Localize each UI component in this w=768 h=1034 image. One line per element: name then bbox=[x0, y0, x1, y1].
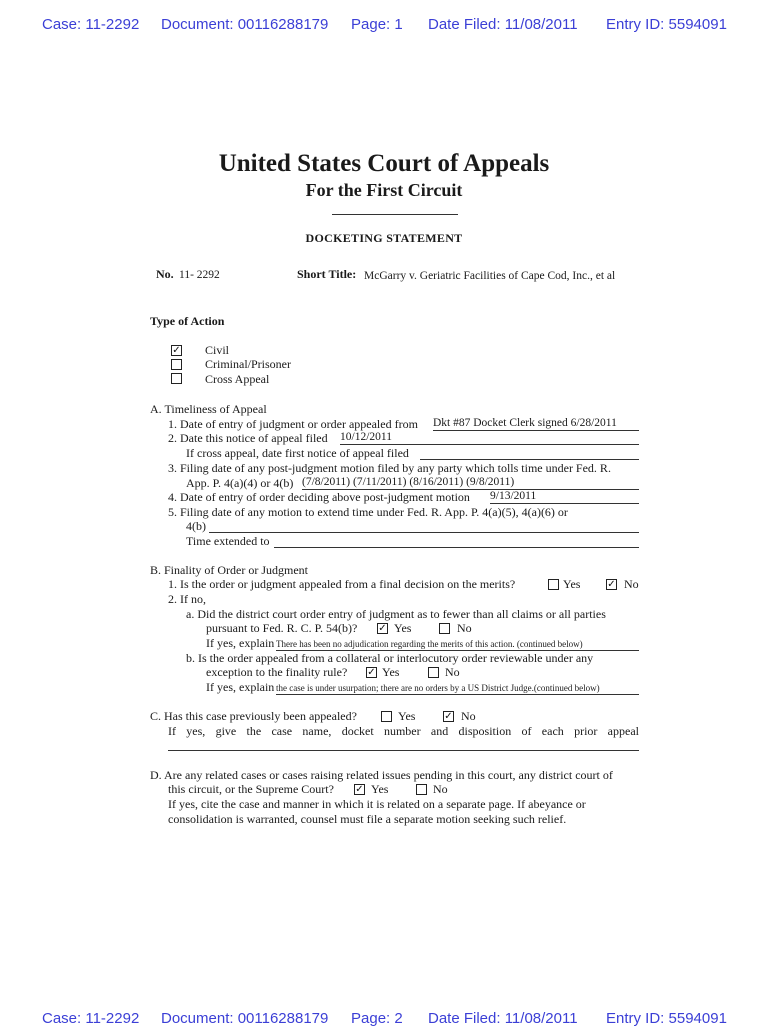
a2-cross-appeal-text: If cross appeal, date first notice of appeal filed bbox=[186, 446, 409, 460]
a5-value-line[interactable] bbox=[209, 532, 639, 533]
b1-no-checkbox[interactable]: ✓ bbox=[607, 579, 616, 590]
b2b-yes-checkbox[interactable]: ✓ bbox=[367, 667, 376, 678]
a2-value[interactable]: 10/12/2011 bbox=[340, 431, 639, 445]
a5-text-line1: 5. Filing date of any motion to extend time under Fed. R. App. P. 4(a)(5), 4(a)(6) or bbox=[168, 505, 568, 519]
title-divider bbox=[332, 214, 458, 215]
section-b-heading: B. Finality of Order or Judgment bbox=[150, 563, 308, 577]
header-page: Page: 1 bbox=[351, 16, 403, 33]
civil-checkbox[interactable]: ✓ bbox=[172, 345, 181, 356]
civil-label: Civil bbox=[205, 343, 230, 357]
section-d-line3: If yes, cite the case and manner in which it is related on a separate page. If abeyance or bbox=[168, 797, 586, 811]
section-d-line4: consolidation is warranted, counsel must file a separate motion seeking such relief. bbox=[168, 812, 567, 826]
b1-yes-checkbox[interactable] bbox=[548, 579, 559, 590]
header-document: Document: 00116288179 bbox=[161, 16, 329, 33]
case-number-value: 11- 2292 bbox=[179, 269, 220, 281]
criminal-prisoner-checkbox[interactable] bbox=[171, 359, 182, 370]
c-yes-checkbox[interactable] bbox=[381, 711, 392, 722]
form-heading: DOCKETING STATEMENT bbox=[305, 231, 463, 245]
header-entry-id: Entry ID: 5594091 bbox=[606, 16, 727, 33]
b2a-explain-value[interactable]: There has been no adjudication regarding the merits of this action. (continued below) bbox=[276, 638, 639, 651]
b1-text: 1. Is the order or judgment appealed from a final decision on the merits? bbox=[168, 577, 516, 591]
d-no-label: No bbox=[433, 782, 448, 796]
header-page: Page: 2 bbox=[351, 1010, 403, 1027]
short-title-label: Short Title: bbox=[297, 267, 357, 281]
section-c-text: C. Has this case previously been appealed? bbox=[150, 709, 357, 723]
case-number-label: No. bbox=[156, 267, 174, 281]
form-subtitle: For the First Circuit bbox=[305, 180, 463, 200]
header-case: Case: 11-2292 bbox=[42, 1010, 140, 1027]
b2b-line2: exception to the finality rule? bbox=[206, 665, 348, 679]
b2b-no-label: No bbox=[445, 665, 460, 679]
d-yes-label: Yes bbox=[371, 782, 389, 796]
cross-appeal-label: Cross Appeal bbox=[205, 372, 270, 386]
b2b-no-checkbox[interactable] bbox=[428, 667, 439, 678]
a3-text-line1: 3. Filing date of any post-judgment motion filed by any party which tolls time under Fed. R. bbox=[168, 461, 611, 475]
header-case: Case: 11-2292 bbox=[42, 16, 140, 33]
header-date-filed: Date Filed: 11/08/2011 bbox=[428, 1010, 578, 1027]
c-no-checkbox[interactable]: ✓ bbox=[444, 711, 453, 722]
c-yes-label: Yes bbox=[398, 709, 416, 723]
short-title-value: McGarry v. Geriatric Facilities of Cape Cod, Inc., et al bbox=[364, 270, 616, 282]
a1-text: 1. Date of entry of judgment or order appealed from bbox=[168, 417, 418, 431]
a1-value[interactable]: Dkt #87 Docket Clerk signed 6/28/2011 bbox=[433, 417, 639, 431]
section-d-line1: D. Are any related cases or cases raising related issues pending in this court, any district court of bbox=[150, 768, 613, 782]
a5-time-extended-line[interactable] bbox=[274, 547, 639, 548]
b2a-yes-label: Yes bbox=[394, 621, 412, 635]
type-of-action-heading: Type of Action bbox=[150, 314, 225, 328]
b2a-line1: a. Did the district court order entry of judgment as to fewer than all claims or all parties bbox=[186, 607, 606, 621]
b2-text: 2. If no, bbox=[168, 592, 206, 606]
page-header-bottom bbox=[0, 1010, 768, 1034]
cross-appeal-checkbox[interactable] bbox=[171, 373, 182, 384]
c-sub-text: If yes, give the case name, docket number and disposition of each prior appeal bbox=[168, 724, 639, 738]
page-header-top bbox=[0, 16, 768, 40]
b1-no-label: No bbox=[624, 577, 639, 591]
b2a-explain-label: If yes, explain bbox=[206, 636, 275, 650]
b2a-line2: pursuant to Fed. R. C. P. 54(b)? bbox=[206, 621, 358, 635]
b2b-line1: b. Is the order appealed from a collateral or interlocutory order reviewable under any bbox=[186, 651, 594, 665]
section-d-line2: this circuit, or the Supreme Court? bbox=[168, 782, 334, 796]
header-document: Document: 00116288179 bbox=[161, 1010, 329, 1027]
criminal-prisoner-label: Criminal/Prisoner bbox=[205, 357, 291, 371]
header-date-filed: Date Filed: 11/08/2011 bbox=[428, 16, 578, 33]
a5-text-line2: 4(b) bbox=[186, 519, 206, 533]
a5-time-extended-label: Time extended to bbox=[186, 534, 270, 548]
section-a-heading: A. Timeliness of Appeal bbox=[150, 402, 267, 416]
a2-text: 2. Date this notice of appeal filed bbox=[168, 431, 328, 445]
a3-value[interactable]: (7/8/2011) (7/11/2011) (8/16/2011) (9/8/2011) bbox=[302, 476, 639, 490]
b2a-yes-checkbox[interactable]: ✓ bbox=[378, 623, 387, 634]
d-yes-checkbox[interactable]: ✓ bbox=[355, 784, 364, 795]
a3-text-line2: App. P. 4(a)(4) or 4(b) bbox=[186, 476, 294, 490]
b2a-no-label: No bbox=[457, 621, 472, 635]
header-entry-id: Entry ID: 5594091 bbox=[606, 1010, 727, 1027]
b2b-explain-label: If yes, explain bbox=[206, 680, 275, 694]
b2b-yes-label: Yes bbox=[382, 665, 400, 679]
a4-text: 4. Date of entry of order deciding above post-judgment motion bbox=[168, 490, 470, 504]
c-no-label: No bbox=[461, 709, 476, 723]
a4-value[interactable]: 9/13/2011 bbox=[490, 490, 639, 504]
b2b-explain-value[interactable]: the case is under usurpation; there are no orders by a US District Judge.(continued below) bbox=[276, 682, 639, 695]
d-no-checkbox[interactable] bbox=[416, 784, 427, 795]
form-title: United States Court of Appeals bbox=[218, 150, 550, 177]
b2a-no-checkbox[interactable] bbox=[439, 623, 450, 634]
c-prior-appeal-line[interactable] bbox=[168, 750, 639, 751]
a2-cross-appeal-line[interactable] bbox=[420, 459, 639, 460]
b1-yes-label: Yes bbox=[563, 577, 581, 591]
